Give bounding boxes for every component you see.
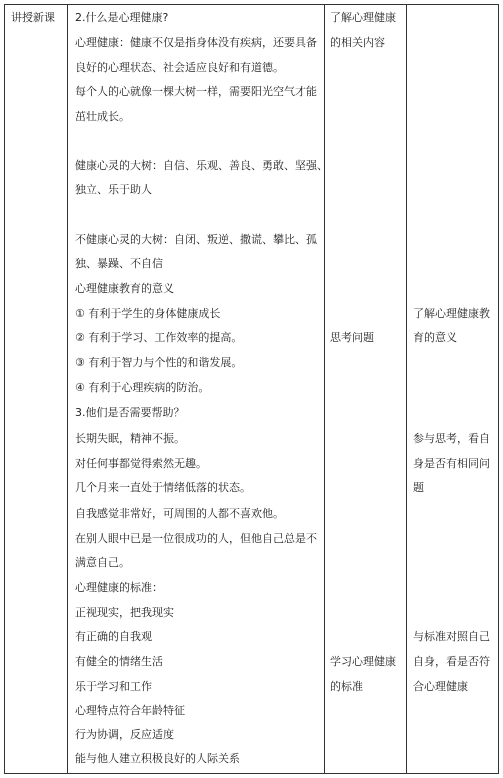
student-activity-line: 了解心理健康教 xyxy=(413,307,490,320)
content-line: 几个月来一直处于情绪低落的状态。 xyxy=(75,481,251,494)
content-line: ② 有利于学习、工作效率的提高。 xyxy=(75,331,243,344)
content-line: 长期失眠，精神不振。 xyxy=(75,432,185,445)
content-line: 乐于学习和工作 xyxy=(75,680,152,693)
content-line: 心理健康教育的意义 xyxy=(75,282,174,295)
content-line: 心理健康的标准： xyxy=(75,581,163,594)
content-line: 不健康心灵的大树：自闭、叛逆、撒谎、攀比、孤 xyxy=(75,233,317,246)
student-activity-line: 合心理健康 xyxy=(413,680,468,693)
column-divider xyxy=(67,5,68,773)
student-activity-line: 参与思考，看自 xyxy=(413,432,490,445)
content-line: 有正确的自我观 xyxy=(75,630,152,643)
lesson-plan-table xyxy=(4,4,499,774)
content-line: 能与他人建立积极良好的人际关系 xyxy=(75,752,240,765)
content-line: ① 有利于学生的身体健康成长 xyxy=(75,307,221,320)
teacher-activity-line: 的标准 xyxy=(330,680,363,693)
section-label: 讲授新课 xyxy=(11,11,55,24)
student-activity-line: 与标准对照自己 xyxy=(413,630,490,643)
content-line: 满意自己。 xyxy=(75,556,130,569)
student-activity-line: 自身，看是否符 xyxy=(413,655,490,668)
teacher-activity-line: 了解心理健康 xyxy=(330,11,396,24)
content-line: 独立、乐于助人 xyxy=(75,183,152,196)
student-activity-line: 身是否有相同问 xyxy=(413,457,490,470)
teacher-activity-line: 的相关内容 xyxy=(330,36,385,49)
content-line: 心理健康：健康不仅是指身体没有疾病，还要具备 xyxy=(75,36,317,49)
content-line: 良好的心理状态、社会适应良好和有道德。 xyxy=(75,61,284,74)
content-line: 2.什么是心理健康? xyxy=(75,11,169,24)
content-line: 心理特点符合年龄特征 xyxy=(75,704,185,717)
column-divider xyxy=(324,5,325,773)
content-line: 有健全的情绪生活 xyxy=(75,655,163,668)
student-activity-line: 育的意义 xyxy=(413,331,457,344)
teacher-activity-line: 思考问题 xyxy=(330,331,374,344)
teacher-activity-line: 学习心理健康 xyxy=(330,655,396,668)
content-line: 茁壮成长。 xyxy=(75,110,130,123)
content-line: 每个人的心就像一棵大树一样，需要阳光空气才能 xyxy=(75,85,317,98)
content-line: 独、暴躁、不自信 xyxy=(75,257,163,270)
column-divider xyxy=(406,5,407,773)
content-line: ③ 有利于智力与个性的和谐发展。 xyxy=(75,356,243,369)
content-line: 健康心灵的大树：自信、乐观、善良、勇敢、坚强、 xyxy=(75,159,328,172)
content-line: 行为协调，反应适度 xyxy=(75,728,174,741)
content-line: 3.他们是否需要帮助？ xyxy=(75,406,185,419)
student-activity-line: 题 xyxy=(413,481,424,494)
content-line: 在别人眼中已是一位很成功的人，但他自己总是不 xyxy=(75,532,317,545)
content-line: 正视现实，把我现实 xyxy=(75,606,174,619)
content-line: ④ 有利于心理疾病的防治。 xyxy=(75,381,210,394)
content-line: 对任何事都觉得索然无趣。 xyxy=(75,457,207,470)
content-line: 自我感觉非常好，可周围的人都不喜欢他。 xyxy=(75,507,284,520)
